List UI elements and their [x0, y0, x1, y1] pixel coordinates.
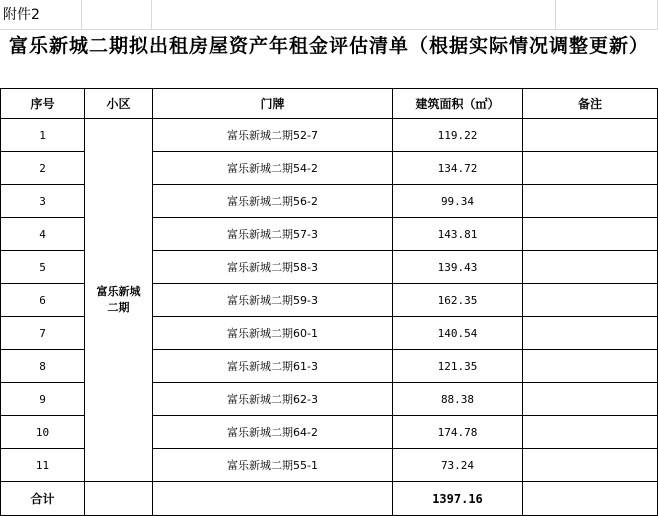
row-remark[interactable]: [523, 416, 658, 449]
row-doorplate[interactable]: 富乐新城二期57-3: [153, 218, 393, 251]
header-remark[interactable]: 备注: [523, 89, 658, 119]
spreadsheet-top-row: [82, 0, 658, 30]
row-seq[interactable]: 11: [1, 449, 85, 482]
row-seq[interactable]: 6: [1, 284, 85, 317]
row-doorplate[interactable]: 富乐新城二期55-1: [153, 449, 393, 482]
community-cell[interactable]: 富乐新城 二期: [85, 119, 153, 482]
row-remark[interactable]: [523, 317, 658, 350]
row-remark[interactable]: [523, 251, 658, 284]
row-area[interactable]: 99.34: [393, 185, 523, 218]
row-seq[interactable]: 2: [1, 152, 85, 185]
row-remark[interactable]: [523, 284, 658, 317]
total-row: [1, 482, 658, 516]
total-area[interactable]: 1397.16: [393, 482, 523, 516]
table-header-row: [1, 89, 658, 119]
row-area[interactable]: 121.35: [393, 350, 523, 383]
row-area[interactable]: 143.81: [393, 218, 523, 251]
row-remark[interactable]: [523, 152, 658, 185]
row-seq[interactable]: 9: [1, 383, 85, 416]
page-title: 富乐新城二期拟出租房屋资产年租金评估清单（根据实际情况调整更新）: [8, 35, 649, 57]
row-doorplate[interactable]: 富乐新城二期59-3: [153, 284, 393, 317]
row-remark[interactable]: [523, 350, 658, 383]
row-seq[interactable]: 7: [1, 317, 85, 350]
row-doorplate[interactable]: 富乐新城二期56-2: [153, 185, 393, 218]
empty-cell[interactable]: [82, 0, 152, 30]
row-seq[interactable]: 10: [1, 416, 85, 449]
assessment-table: [0, 88, 658, 516]
row-area[interactable]: 119.22: [393, 119, 523, 152]
row-doorplate[interactable]: 富乐新城二期54-2: [153, 152, 393, 185]
row-doorplate[interactable]: 富乐新城二期61-3: [153, 350, 393, 383]
header-area[interactable]: 建筑面积（㎡）: [393, 89, 523, 119]
row-seq[interactable]: 8: [1, 350, 85, 383]
row-area[interactable]: 174.78: [393, 416, 523, 449]
row-area[interactable]: 88.38: [393, 383, 523, 416]
row-area[interactable]: 140.54: [393, 317, 523, 350]
empty-cell[interactable]: [152, 0, 556, 30]
row-seq[interactable]: 4: [1, 218, 85, 251]
row-doorplate[interactable]: 富乐新城二期58-3: [153, 251, 393, 284]
row-seq[interactable]: 5: [1, 251, 85, 284]
row-doorplate[interactable]: 富乐新城二期64-2: [153, 416, 393, 449]
table-body: [1, 119, 658, 482]
total-empty-cell[interactable]: [153, 482, 393, 516]
header-seq[interactable]: 序号: [1, 89, 85, 119]
row-seq[interactable]: 3: [1, 185, 85, 218]
row-remark[interactable]: [523, 449, 658, 482]
header-doorplate[interactable]: 门牌: [153, 89, 393, 119]
row-remark[interactable]: [523, 218, 658, 251]
row-seq[interactable]: 1: [1, 119, 85, 152]
row-area[interactable]: 134.72: [393, 152, 523, 185]
row-doorplate[interactable]: 富乐新城二期60-1: [153, 317, 393, 350]
row-area[interactable]: 139.43: [393, 251, 523, 284]
total-empty-cell[interactable]: [85, 482, 153, 516]
total-label[interactable]: 合计: [1, 482, 85, 516]
empty-cell[interactable]: [556, 0, 658, 30]
table-row: [1, 119, 658, 152]
row-remark[interactable]: [523, 119, 658, 152]
total-empty-cell[interactable]: [523, 482, 658, 516]
attachment-label[interactable]: 附件2: [0, 0, 82, 30]
row-area[interactable]: 162.35: [393, 284, 523, 317]
row-doorplate[interactable]: 富乐新城二期52-7: [153, 119, 393, 152]
row-doorplate[interactable]: 富乐新城二期62-3: [153, 383, 393, 416]
row-remark[interactable]: [523, 383, 658, 416]
header-community[interactable]: 小区: [85, 89, 153, 119]
row-area[interactable]: 73.24: [393, 449, 523, 482]
row-remark[interactable]: [523, 185, 658, 218]
